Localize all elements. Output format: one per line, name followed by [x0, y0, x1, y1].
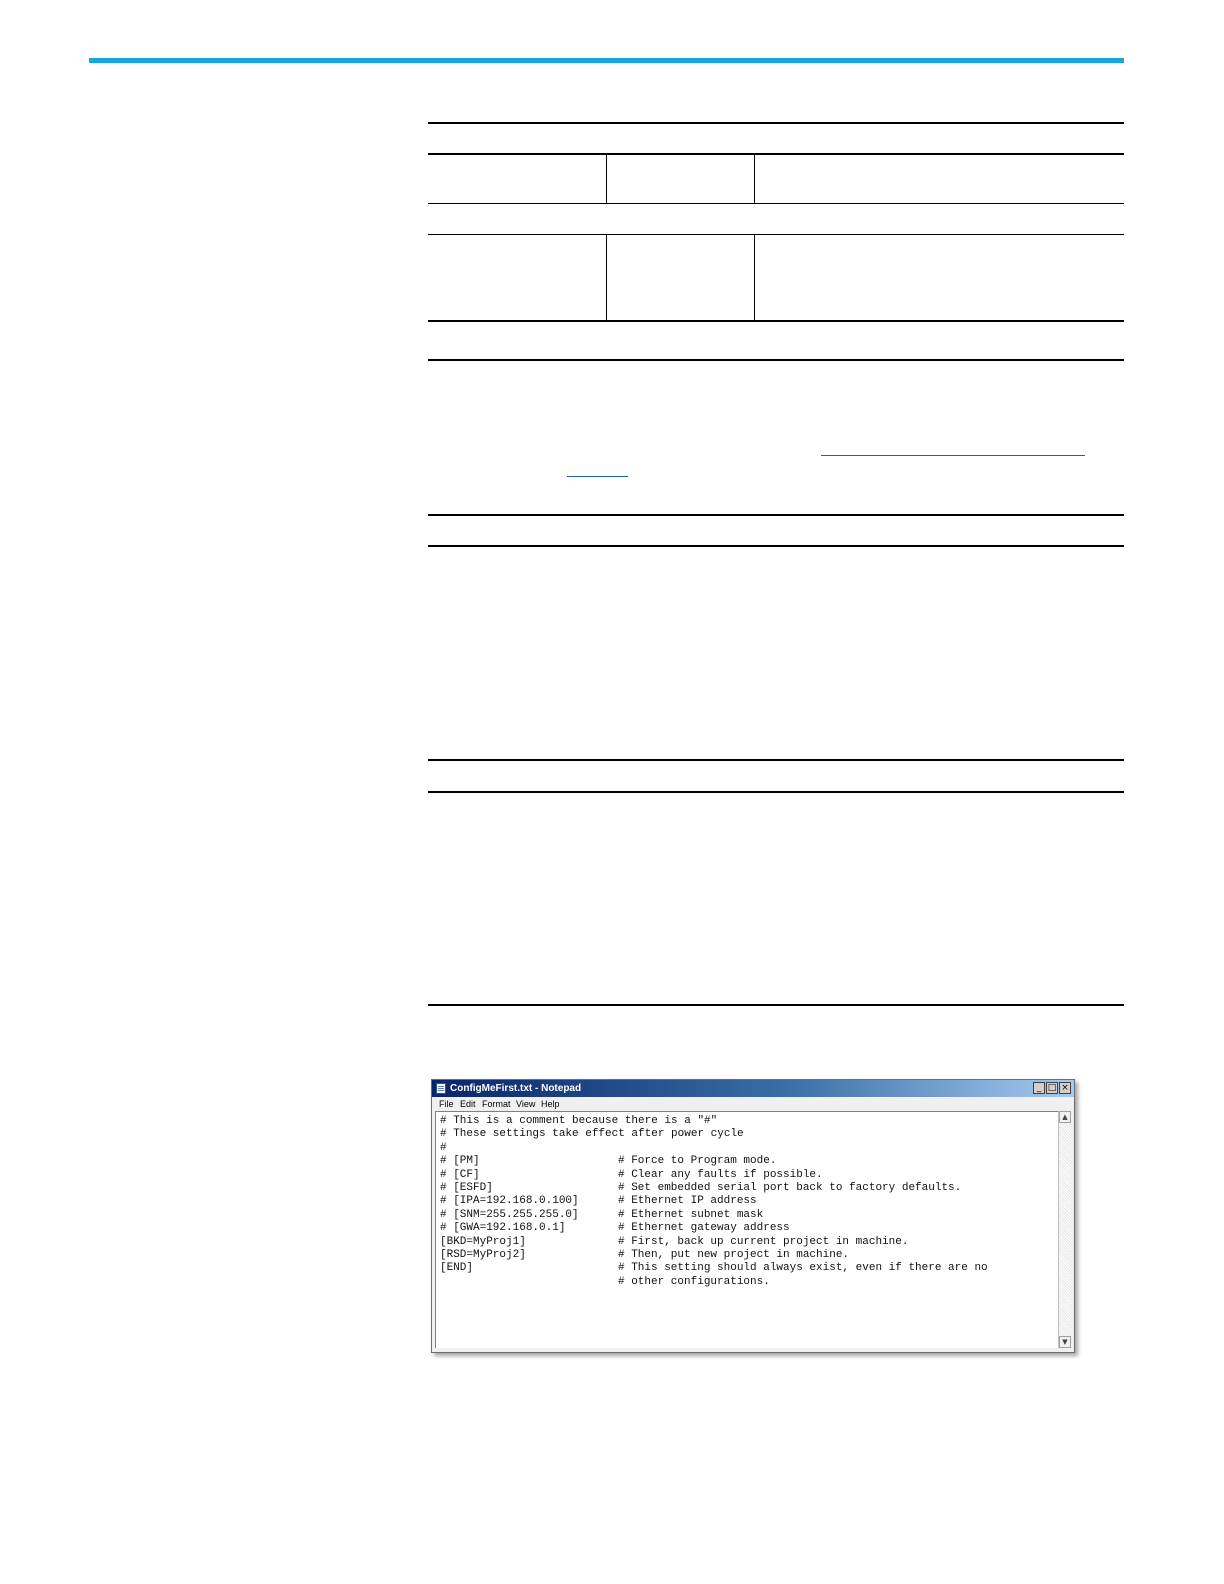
scroll-down-icon[interactable]: ▼: [1059, 1336, 1071, 1348]
text-line-comment: # Ethernet gateway address: [618, 1222, 790, 1235]
cross-reference-link[interactable]: [821, 455, 1085, 456]
notepad-text-area[interactable]: [435, 1111, 1058, 1348]
notepad-window: [431, 1079, 1075, 1353]
text-line: # These settings take effect after power cycle: [440, 1128, 744, 1141]
text-line: [END]: [440, 1262, 474, 1275]
text-line-comment: # This setting should always exist, even if there are no: [618, 1262, 988, 1275]
close-icon[interactable]: ×: [1059, 1082, 1071, 1094]
table-column-divider: [606, 235, 607, 320]
text-line-comment: # Force to Program mode.: [618, 1155, 777, 1168]
table-column-divider: [754, 154, 755, 203]
note-top-rule: [428, 359, 1124, 361]
text-line: [BKD=MyProj1]: [440, 1235, 526, 1248]
menu-edit[interactable]: Edit: [460, 1099, 476, 1109]
table-bottom-rule: [428, 320, 1124, 322]
text-line-comment: # Set embedded serial port back to factory defaults.: [618, 1182, 962, 1194]
notepad-title-bar[interactable]: [432, 1080, 1074, 1097]
menu-format[interactable]: Format: [482, 1099, 511, 1109]
section-rule: [428, 759, 1124, 761]
notepad-title: ConfigMeFirst.txt - Notepad: [450, 1083, 582, 1094]
notepad-icon: [436, 1083, 446, 1094]
text-line: #: [440, 1141, 447, 1154]
section-rule: [428, 791, 1124, 793]
table-header-rule: [428, 153, 1124, 155]
text-line-comment: # other configurations.: [618, 1275, 770, 1288]
text-line-comment: # Ethernet IP address: [618, 1195, 757, 1208]
text-line: # [IPA=192.168.0.100]: [440, 1195, 579, 1208]
table-row-rule: [428, 203, 1124, 204]
text-line: # This is a comment because there is a "#": [440, 1115, 718, 1127]
text-line: [RSD=MyProj2]: [440, 1249, 526, 1261]
section-rule: [428, 545, 1124, 547]
notepad-menu-bar: [432, 1097, 1074, 1111]
text-line-comment: # Ethernet subnet mask: [618, 1208, 764, 1221]
menu-help[interactable]: Help: [541, 1099, 560, 1109]
table-column-divider: [754, 235, 755, 320]
table-row-rule: [428, 234, 1124, 235]
cross-reference-link-continued[interactable]: [567, 476, 628, 477]
menu-view[interactable]: View: [516, 1099, 536, 1109]
text-line: # [PM]: [440, 1155, 480, 1168]
maximize-icon[interactable]: □: [1047, 1083, 1057, 1093]
text-line: # [SNM=255.255.255.0]: [440, 1208, 579, 1221]
menu-file[interactable]: File: [439, 1099, 454, 1109]
text-line: # [GWA=192.168.0.1]: [440, 1222, 566, 1235]
header-accent-rule: [89, 58, 1124, 63]
vertical-scrollbar[interactable]: [1058, 1111, 1071, 1348]
text-line-comment: # Then, put new project in machine.: [618, 1249, 850, 1261]
minimize-icon[interactable]: _: [1033, 1082, 1045, 1094]
text-line: # [ESFD]: [440, 1182, 493, 1194]
section-rule: [428, 514, 1124, 516]
table-top-rule: [428, 122, 1124, 124]
section-rule: [428, 1004, 1124, 1006]
scroll-up-icon[interactable]: ▲: [1059, 1111, 1071, 1123]
text-line-comment: # Clear any faults if possible.: [618, 1168, 823, 1181]
text-line-comment: # First, back up current project in machine.: [618, 1235, 909, 1248]
text-line: # [CF]: [440, 1168, 480, 1181]
table-column-divider: [606, 154, 607, 203]
